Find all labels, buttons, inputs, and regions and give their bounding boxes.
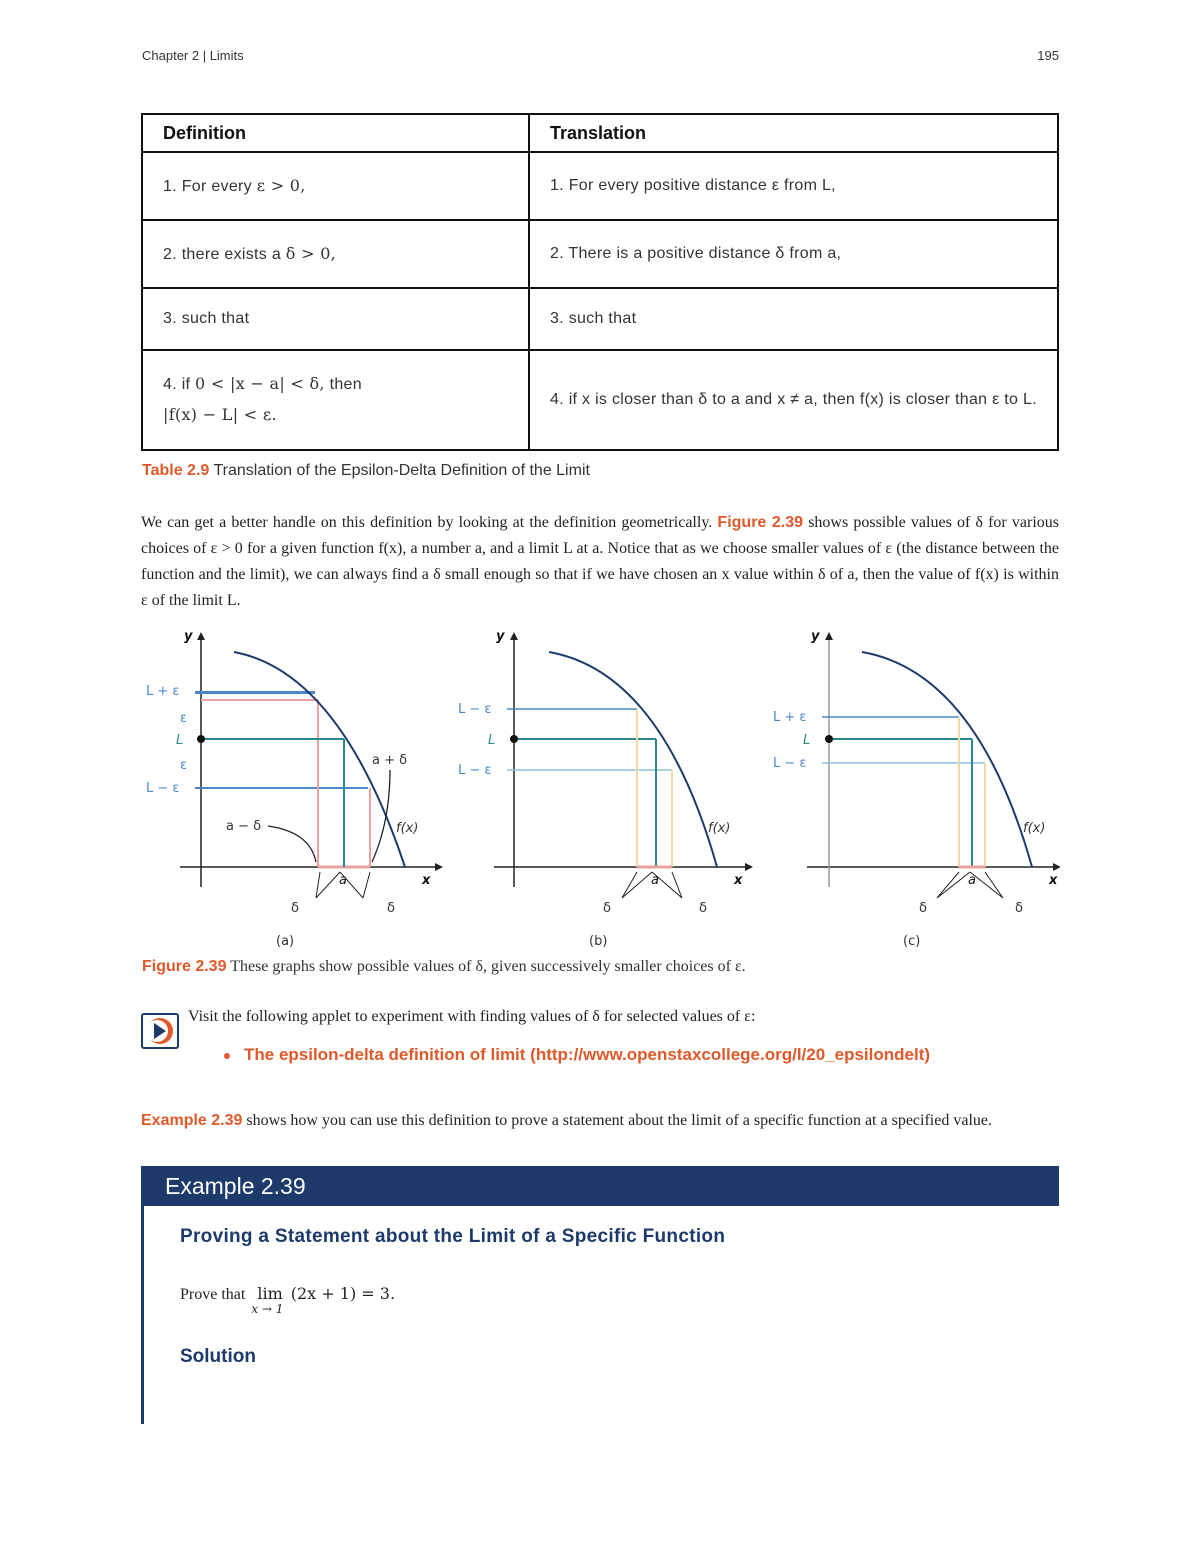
y-label: L − ε <box>146 781 180 796</box>
example-header: Example 2.39 <box>141 1166 1059 1206</box>
running-header-chapter: Chapter 2 | Limits <box>142 48 244 63</box>
function-label: f(x) <box>1023 821 1046 836</box>
y-label: L <box>176 733 184 748</box>
applet-link[interactable]: The epsilon-delta definition of limit (http://www.openstaxcollege.org/l/20_epsilondelt) <box>224 1045 930 1065</box>
panel-c <box>773 629 1060 949</box>
figure-caption: Figure 2.39 These graphs show possible values of δ, given successively smaller choices of ε. <box>142 958 746 975</box>
panel-label: (a) <box>276 934 295 949</box>
example-link[interactable]: Example 2.39 <box>141 1112 243 1129</box>
delta-label: δ <box>603 901 611 916</box>
example-title: Proving a Statement about the Limit of a Specific Function <box>180 1226 726 1247</box>
point-a: a <box>968 873 976 888</box>
definition-cell: 4. if 0 < |x − a| < δ, then |f(x) − L| < ε. <box>142 350 529 450</box>
table-row <box>142 220 1058 288</box>
y-label: L <box>803 733 811 748</box>
bullet-dot <box>224 1053 230 1059</box>
solution-heading: Solution <box>180 1346 256 1367</box>
delta-label: δ <box>919 901 927 916</box>
translation-cell: 1. For every positive distance ε from L, <box>529 152 1058 220</box>
x-axis-label: x <box>734 873 743 888</box>
example-statement: Prove that lim x → 1 (2x + 1) = 3. <box>180 1284 396 1316</box>
applet-note: Visit the following applet to experiment with finding values of δ for selected values of ε: <box>188 1008 756 1025</box>
function-label: f(x) <box>396 821 419 836</box>
table-row <box>142 350 1058 450</box>
table-row <box>142 152 1058 220</box>
delta-label: δ <box>699 901 707 916</box>
delta-label: δ <box>1015 901 1023 916</box>
y-label: L − ε <box>458 763 492 778</box>
y-axis-label: y <box>496 629 505 644</box>
point-a: a <box>339 873 347 888</box>
media-play-icon <box>141 1013 179 1049</box>
figure-link[interactable]: Figure 2.39 <box>717 514 804 531</box>
definition-cell: 2. there exists a δ > 0, <box>142 220 529 288</box>
body-paragraph: We can get a better handle on this definition by looking at the definition geometrically. Figure 2.39 shows possible values of δ for various choices of ε > 0 for a given function f(x), a number a, and a limit L at a. Notice that as we choose smaller values of ε (the distance between the function and the limit), we can always find a δ small enough so that if we have chosen an x value within δ of a, then the value of f(x) is within ε of the limit L. <box>141 514 1059 609</box>
panel-label: (c) <box>903 934 921 949</box>
y-label: L <box>488 733 496 748</box>
panel-a <box>146 629 443 949</box>
y-label: ε <box>180 711 188 726</box>
panel-b <box>458 629 753 949</box>
panel-label: (b) <box>589 934 608 949</box>
definition-cell: 1. For every ε > 0, <box>142 152 529 220</box>
function-label: f(x) <box>708 821 731 836</box>
page-number: 195 <box>1037 48 1059 63</box>
translation-cell: 2. There is a positive distance δ from a, <box>529 220 1058 288</box>
epsilon-delta-figure <box>140 622 1060 952</box>
header-definition: Definition <box>142 114 529 152</box>
example-body <box>141 1206 1059 1424</box>
table-caption: Table 2.9 Translation of the Epsilon-Delta Definition of the Limit <box>142 462 590 479</box>
y-axis-label: y <box>184 629 193 644</box>
definition-cell: 3. such that <box>142 288 529 350</box>
annotation: a + δ <box>372 753 408 768</box>
point-a: a <box>651 873 659 888</box>
y-label: L − ε <box>458 702 492 717</box>
translation-cell: 4. if x is closer than δ to a and x ≠ a, then f(x) is closer than ε to L. <box>529 350 1058 450</box>
y-axis-label: y <box>811 629 820 644</box>
example-box <box>141 1166 1059 1424</box>
table-row <box>142 288 1058 350</box>
translation-cell: 3. such that <box>529 288 1058 350</box>
x-axis-label: x <box>422 873 431 888</box>
y-label: L − ε <box>773 756 807 771</box>
y-label: L + ε <box>773 710 807 725</box>
header-translation: Translation <box>529 114 1058 152</box>
y-label: ε <box>180 758 188 773</box>
delta-label: δ <box>387 901 395 916</box>
body-paragraph: Example 2.39 shows how you can use this definition to prove a statement about the limit of a specific function at a specified value. <box>141 1112 992 1129</box>
x-axis-label: x <box>1049 873 1058 888</box>
y-label: L + ε <box>146 684 180 699</box>
annotation: a − δ <box>226 819 262 834</box>
delta-label: δ <box>291 901 299 916</box>
definition-table <box>141 113 1059 451</box>
